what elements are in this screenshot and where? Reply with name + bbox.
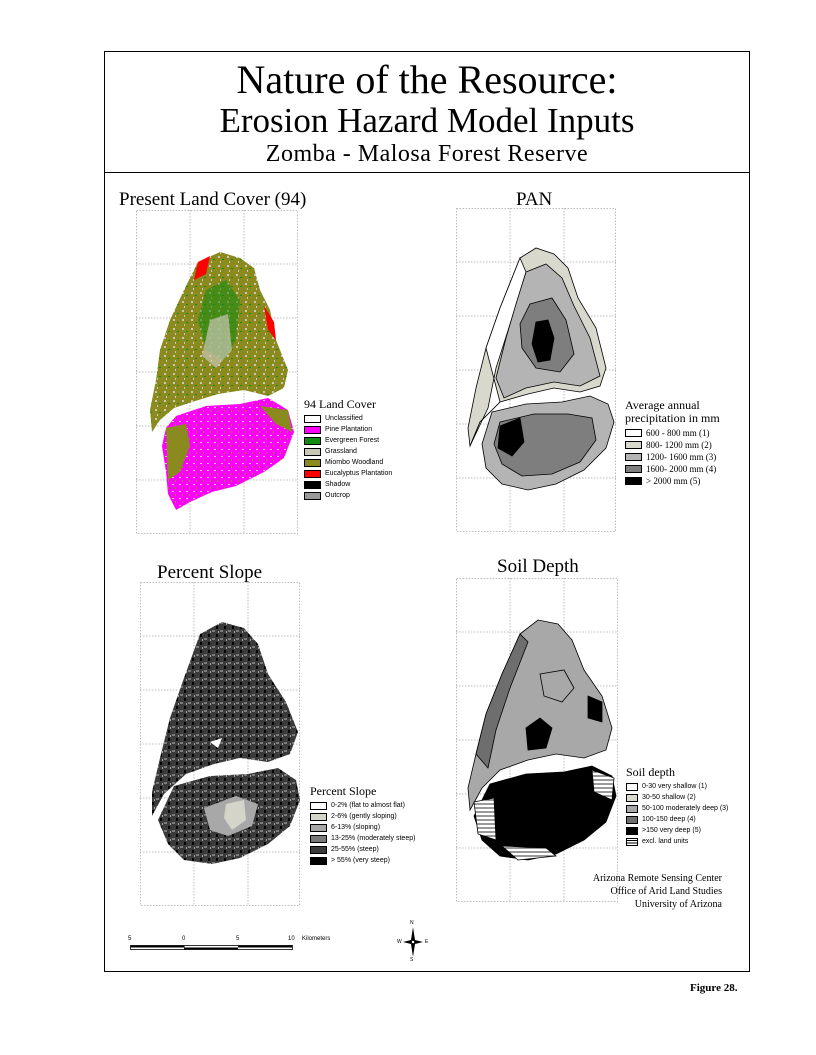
legend-item xyxy=(626,825,728,836)
legend-label: Evergreen Forest xyxy=(325,437,380,444)
legend-label: 6-13% (sloping) xyxy=(331,824,381,831)
soil-map xyxy=(456,578,618,902)
legend-swatch xyxy=(310,813,327,821)
legend-label: excl. land units xyxy=(642,838,689,845)
legend-label: Shadow xyxy=(325,481,351,488)
legend-swatch xyxy=(304,437,321,445)
legend-item xyxy=(626,836,728,847)
legend-item xyxy=(310,800,415,811)
south-label: S xyxy=(410,957,414,963)
north-label: N xyxy=(410,920,414,926)
legend-label: 13-25% (moderately steep) xyxy=(331,835,416,842)
legend-item xyxy=(310,833,415,844)
slope-map-title: Percent Slope xyxy=(157,562,263,583)
area-name: Zomba - Malosa Forest Reserve xyxy=(265,141,589,167)
legend-item xyxy=(626,781,728,792)
legend-label: 0-30 very shallow (1) xyxy=(642,783,707,790)
scale-bar-graphic xyxy=(130,945,294,951)
legend-swatch xyxy=(310,824,327,832)
landcover-map-title: Present Land Cover (94) xyxy=(119,189,307,210)
pan-legend-title: Average annual xyxy=(625,398,700,412)
scale-tick-label: 0 xyxy=(182,936,186,942)
legend-label: > 2000 mm (5) xyxy=(646,476,701,486)
legend-item xyxy=(304,413,392,424)
legend-swatch xyxy=(625,453,642,461)
legend-label: 2-6% (gently sloping) xyxy=(331,813,397,820)
legend-swatch xyxy=(304,426,321,434)
title-block xyxy=(105,52,749,173)
north-arrow xyxy=(398,920,428,964)
legend-item xyxy=(625,463,720,475)
legend-item xyxy=(304,457,392,468)
legend-label: 25-55% (steep) xyxy=(331,846,379,853)
legend-swatch xyxy=(304,481,321,489)
landcover-legend-title: 94 Land Cover xyxy=(304,397,376,411)
legend-swatch xyxy=(626,783,638,791)
legend-item xyxy=(310,855,415,866)
legend-swatch xyxy=(626,838,638,846)
soil-map-title: Soil Depth xyxy=(497,556,579,577)
legend-swatch xyxy=(304,470,321,478)
east-label: E xyxy=(425,939,429,945)
legend-label: >150 very deep (5) xyxy=(642,827,701,834)
legend-item xyxy=(304,446,392,457)
legend-item xyxy=(304,468,392,479)
legend-swatch xyxy=(310,835,327,843)
legend-label: > 55% (very steep) xyxy=(331,857,390,864)
legend-swatch xyxy=(626,805,638,813)
legend-swatch xyxy=(310,802,327,810)
scale-bar xyxy=(128,936,358,956)
west-label: W xyxy=(397,939,402,945)
compass-rose-icon xyxy=(403,927,423,957)
legend-swatch xyxy=(625,429,642,437)
main-title: Nature of the Resource: xyxy=(236,57,618,102)
pan-map xyxy=(456,208,616,532)
legend-swatch xyxy=(304,459,321,467)
legend-item xyxy=(626,792,728,803)
legend-swatch xyxy=(626,794,638,802)
landcover-legend xyxy=(304,398,392,501)
legend-swatch xyxy=(626,827,638,835)
legend-label: 0-2% (flat to almost flat) xyxy=(331,802,405,809)
legend-item xyxy=(626,814,728,825)
legend-item xyxy=(625,475,720,487)
legend-item xyxy=(304,490,392,501)
legend-label: 100-150 deep (4) xyxy=(642,816,696,823)
pan-legend xyxy=(625,399,720,487)
legend-swatch xyxy=(310,846,327,854)
scale-tick-label: 5 xyxy=(236,936,240,942)
pan-legend-title-2: precipitation in mm xyxy=(625,411,720,425)
legend-label: Eucalyptus Plantation xyxy=(325,470,393,477)
legend-item xyxy=(304,424,392,435)
legend-label: Grassland xyxy=(325,448,357,455)
scale-tick-label: 10 xyxy=(288,936,295,942)
legend-label: 1200- 1600 mm (3) xyxy=(646,452,717,462)
figure-label: Figure 28. xyxy=(690,982,738,994)
landcover-map xyxy=(136,210,298,534)
scale-unit: Kilometers xyxy=(302,936,331,942)
legend-label: Outcrop xyxy=(325,492,350,499)
soil-legend-title: Soil depth xyxy=(626,765,676,779)
legend-label: 50-100 moderately deep (3) xyxy=(642,805,729,812)
legend-item xyxy=(625,439,720,451)
legend-label: 800- 1200 mm (2) xyxy=(646,440,712,450)
legend-swatch xyxy=(304,415,321,423)
legend-swatch xyxy=(625,477,642,485)
legend-item xyxy=(626,803,728,814)
legend-label: Pine Plantation xyxy=(325,426,373,433)
legend-item xyxy=(625,451,720,463)
credit-line: Office of Arid Land Studies xyxy=(610,886,722,897)
legend-item xyxy=(625,427,720,439)
legend-swatch xyxy=(304,448,321,456)
legend-item xyxy=(310,822,415,833)
legend-swatch xyxy=(304,492,321,500)
legend-swatch xyxy=(625,465,642,473)
legend-label: 30-50 shallow (2) xyxy=(642,794,696,801)
legend-item xyxy=(304,435,392,446)
legend-swatch xyxy=(626,816,638,824)
legend-label: 1600- 2000 mm (4) xyxy=(646,464,717,474)
legend-swatch xyxy=(625,441,642,449)
scale-tick-label: 5 xyxy=(128,936,132,942)
credit-line: Arizona Remote Sensing Center xyxy=(592,873,722,884)
legend-label: Unclassified xyxy=(325,415,363,422)
slope-legend-title: Percent Slope xyxy=(310,784,377,798)
legend-item xyxy=(310,844,415,855)
slope-legend xyxy=(310,785,415,866)
credit-line: University of Arizona xyxy=(634,899,722,910)
pan-map-title: PAN xyxy=(516,189,553,210)
credits xyxy=(593,872,722,911)
legend-label: Miombo Woodland xyxy=(325,459,384,466)
legend-label: 600 - 800 mm (1) xyxy=(646,428,710,438)
soil-legend xyxy=(626,766,728,847)
legend-item xyxy=(304,479,392,490)
slope-map xyxy=(140,582,300,906)
legend-item xyxy=(310,811,415,822)
legend-swatch xyxy=(310,857,327,865)
subtitle: Erosion Hazard Model Inputs xyxy=(219,101,635,140)
